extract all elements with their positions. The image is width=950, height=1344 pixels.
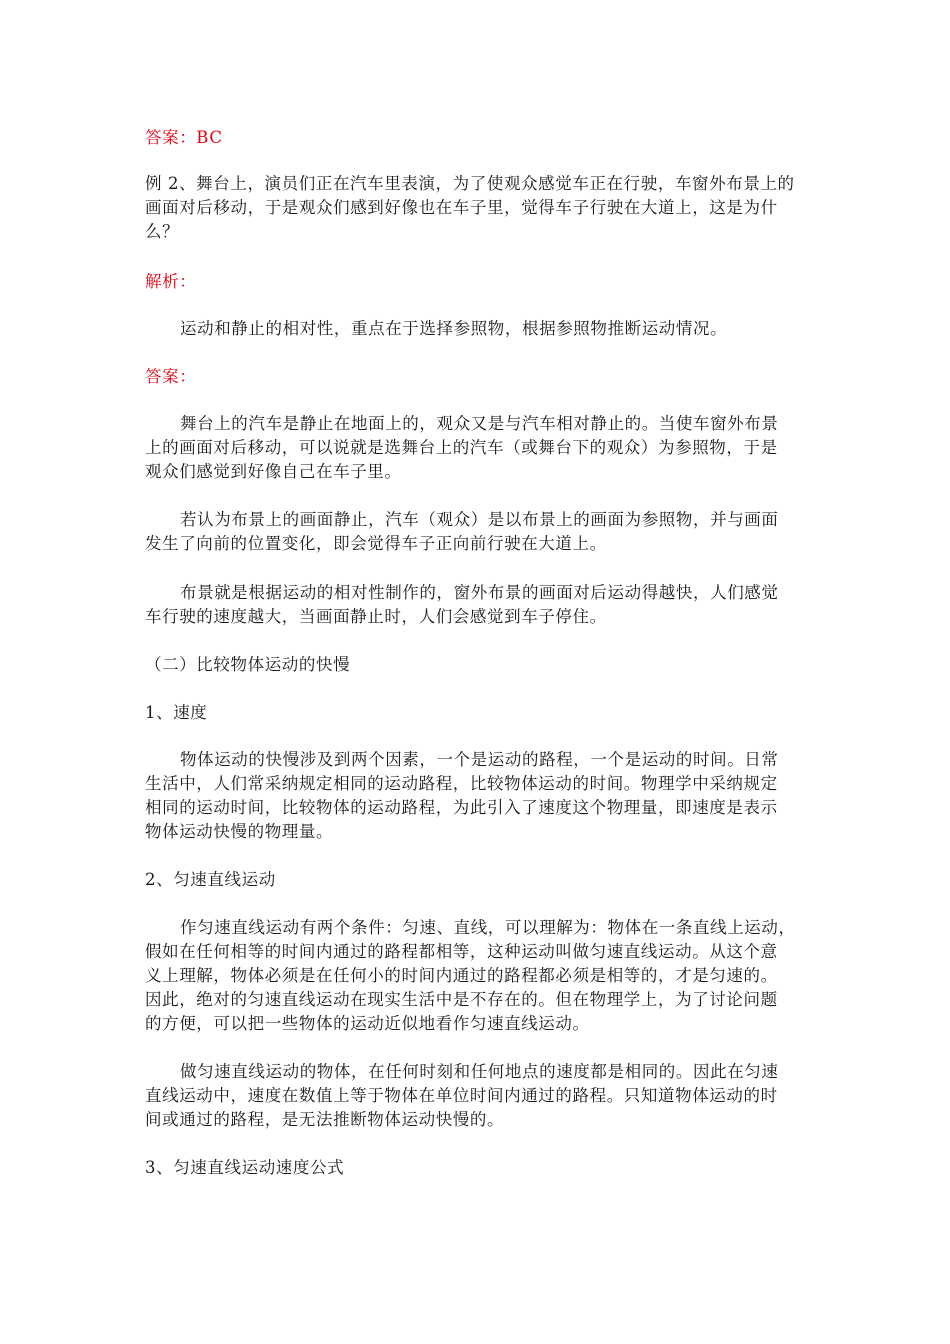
speed-paragraph-line-4: 物体运动快慢的物理量。 [145, 822, 334, 841]
answer-paragraph-2-line-1: 若认为布景上的画面静止，汽车（观众）是以布景上的画面为参照物，并与画面 [180, 510, 779, 529]
speed-paragraph-line-1: 物体运动的快慢涉及到两个因素，一个是运动的路程，一个是运动的时间。日常 [180, 750, 779, 769]
example-2-line-3: 么？ [145, 222, 180, 241]
answer-paragraph-3-line-2: 车行驶的速度越大，当画面静止时，人们会感觉到车子停住。 [145, 607, 607, 626]
uniform-motion-paragraph-1-line-3: 义上理解，物体必须是在任何小的时间内通过的路程都必须是相等的，才是匀速的。 [145, 966, 778, 985]
analysis-label: 解析： [145, 272, 197, 291]
answer-paragraph-3-line-1: 布景就是根据运动的相对性制作的，窗外布景的画面对后运动得越快，人们感觉 [180, 583, 779, 602]
answer-label-1: 答案：BC [145, 128, 223, 147]
subsection-1-heading: 1、速度 [145, 703, 208, 722]
answer-label-2: 答案： [145, 367, 197, 386]
subsection-3-heading: 3、匀速直线运动速度公式 [145, 1158, 345, 1177]
answer-paragraph-1-line-2: 上的画面对后移动，可以说就是选舞台上的汽车（或舞台下的观众）为参照物，于是 [145, 438, 778, 457]
uniform-motion-paragraph-1-line-2: 假如在任何相等的时间内通过的路程都相等，这种运动叫做匀速直线运动。从这个意 [145, 942, 778, 961]
speed-paragraph-line-2: 生活中，人们常采纳规定相同的运动路程，比较物体运动的时间。物理学中采纳规定 [145, 774, 778, 793]
answer-paragraph-2-line-2: 发生了向前的位置变化，即会觉得车子正向前行驶在大道上。 [145, 534, 607, 553]
uniform-motion-paragraph-2-line-1: 做匀速直线运动的物体，在任何时刻和任何地点的速度都是相同的。因此在匀速 [180, 1062, 779, 1081]
uniform-motion-paragraph-2-line-3: 间或通过的路程，是无法推断物体运动快慢的。 [145, 1110, 505, 1129]
uniform-motion-paragraph-1-line-4: 因此，绝对的匀速直线运动在现实生活中是不存在的。但在物理学上，为了讨论问题 [145, 990, 778, 1009]
uniform-motion-paragraph-1-line-5: 的方便，可以把一些物体的运动近似地看作匀速直线运动。 [145, 1014, 590, 1033]
answer-paragraph-1-line-1: 舞台上的汽车是静止在地面上的，观众又是与汽车相对静止的。当使车窗外布景 [180, 414, 779, 433]
uniform-motion-paragraph-2-line-2: 直线运动中，速度在数值上等于物体在单位时间内通过的路程。只知道物体运动的时 [145, 1086, 778, 1105]
subsection-2-heading: 2、匀速直线运动 [145, 870, 276, 889]
section-2-heading: （二）比较物体运动的快慢 [145, 655, 351, 674]
example-2-line-1: 例 2、舞台上，演员们正在汽车里表演，为了使观众感觉车正在行驶，车窗外布景上的 [145, 174, 795, 193]
answer-paragraph-1-line-3: 观众们感觉到好像自己在车子里。 [145, 462, 402, 481]
example-2-line-2: 画面对后移动，于是观众们感到好像也在车子里，觉得车子行驶在大道上，这是为什 [145, 198, 778, 217]
uniform-motion-paragraph-1-line-1: 作匀速直线运动有两个条件：匀速、直线，可以理解为：物体在一条直线上运动， [180, 918, 796, 937]
analysis-text: 运动和静止的相对性，重点在于选择参照物，根据参照物推断运动情况。 [180, 319, 728, 338]
speed-paragraph-line-3: 相同的运动时间，比较物体的运动路程，为此引入了速度这个物理量，即速度是表示 [145, 798, 778, 817]
